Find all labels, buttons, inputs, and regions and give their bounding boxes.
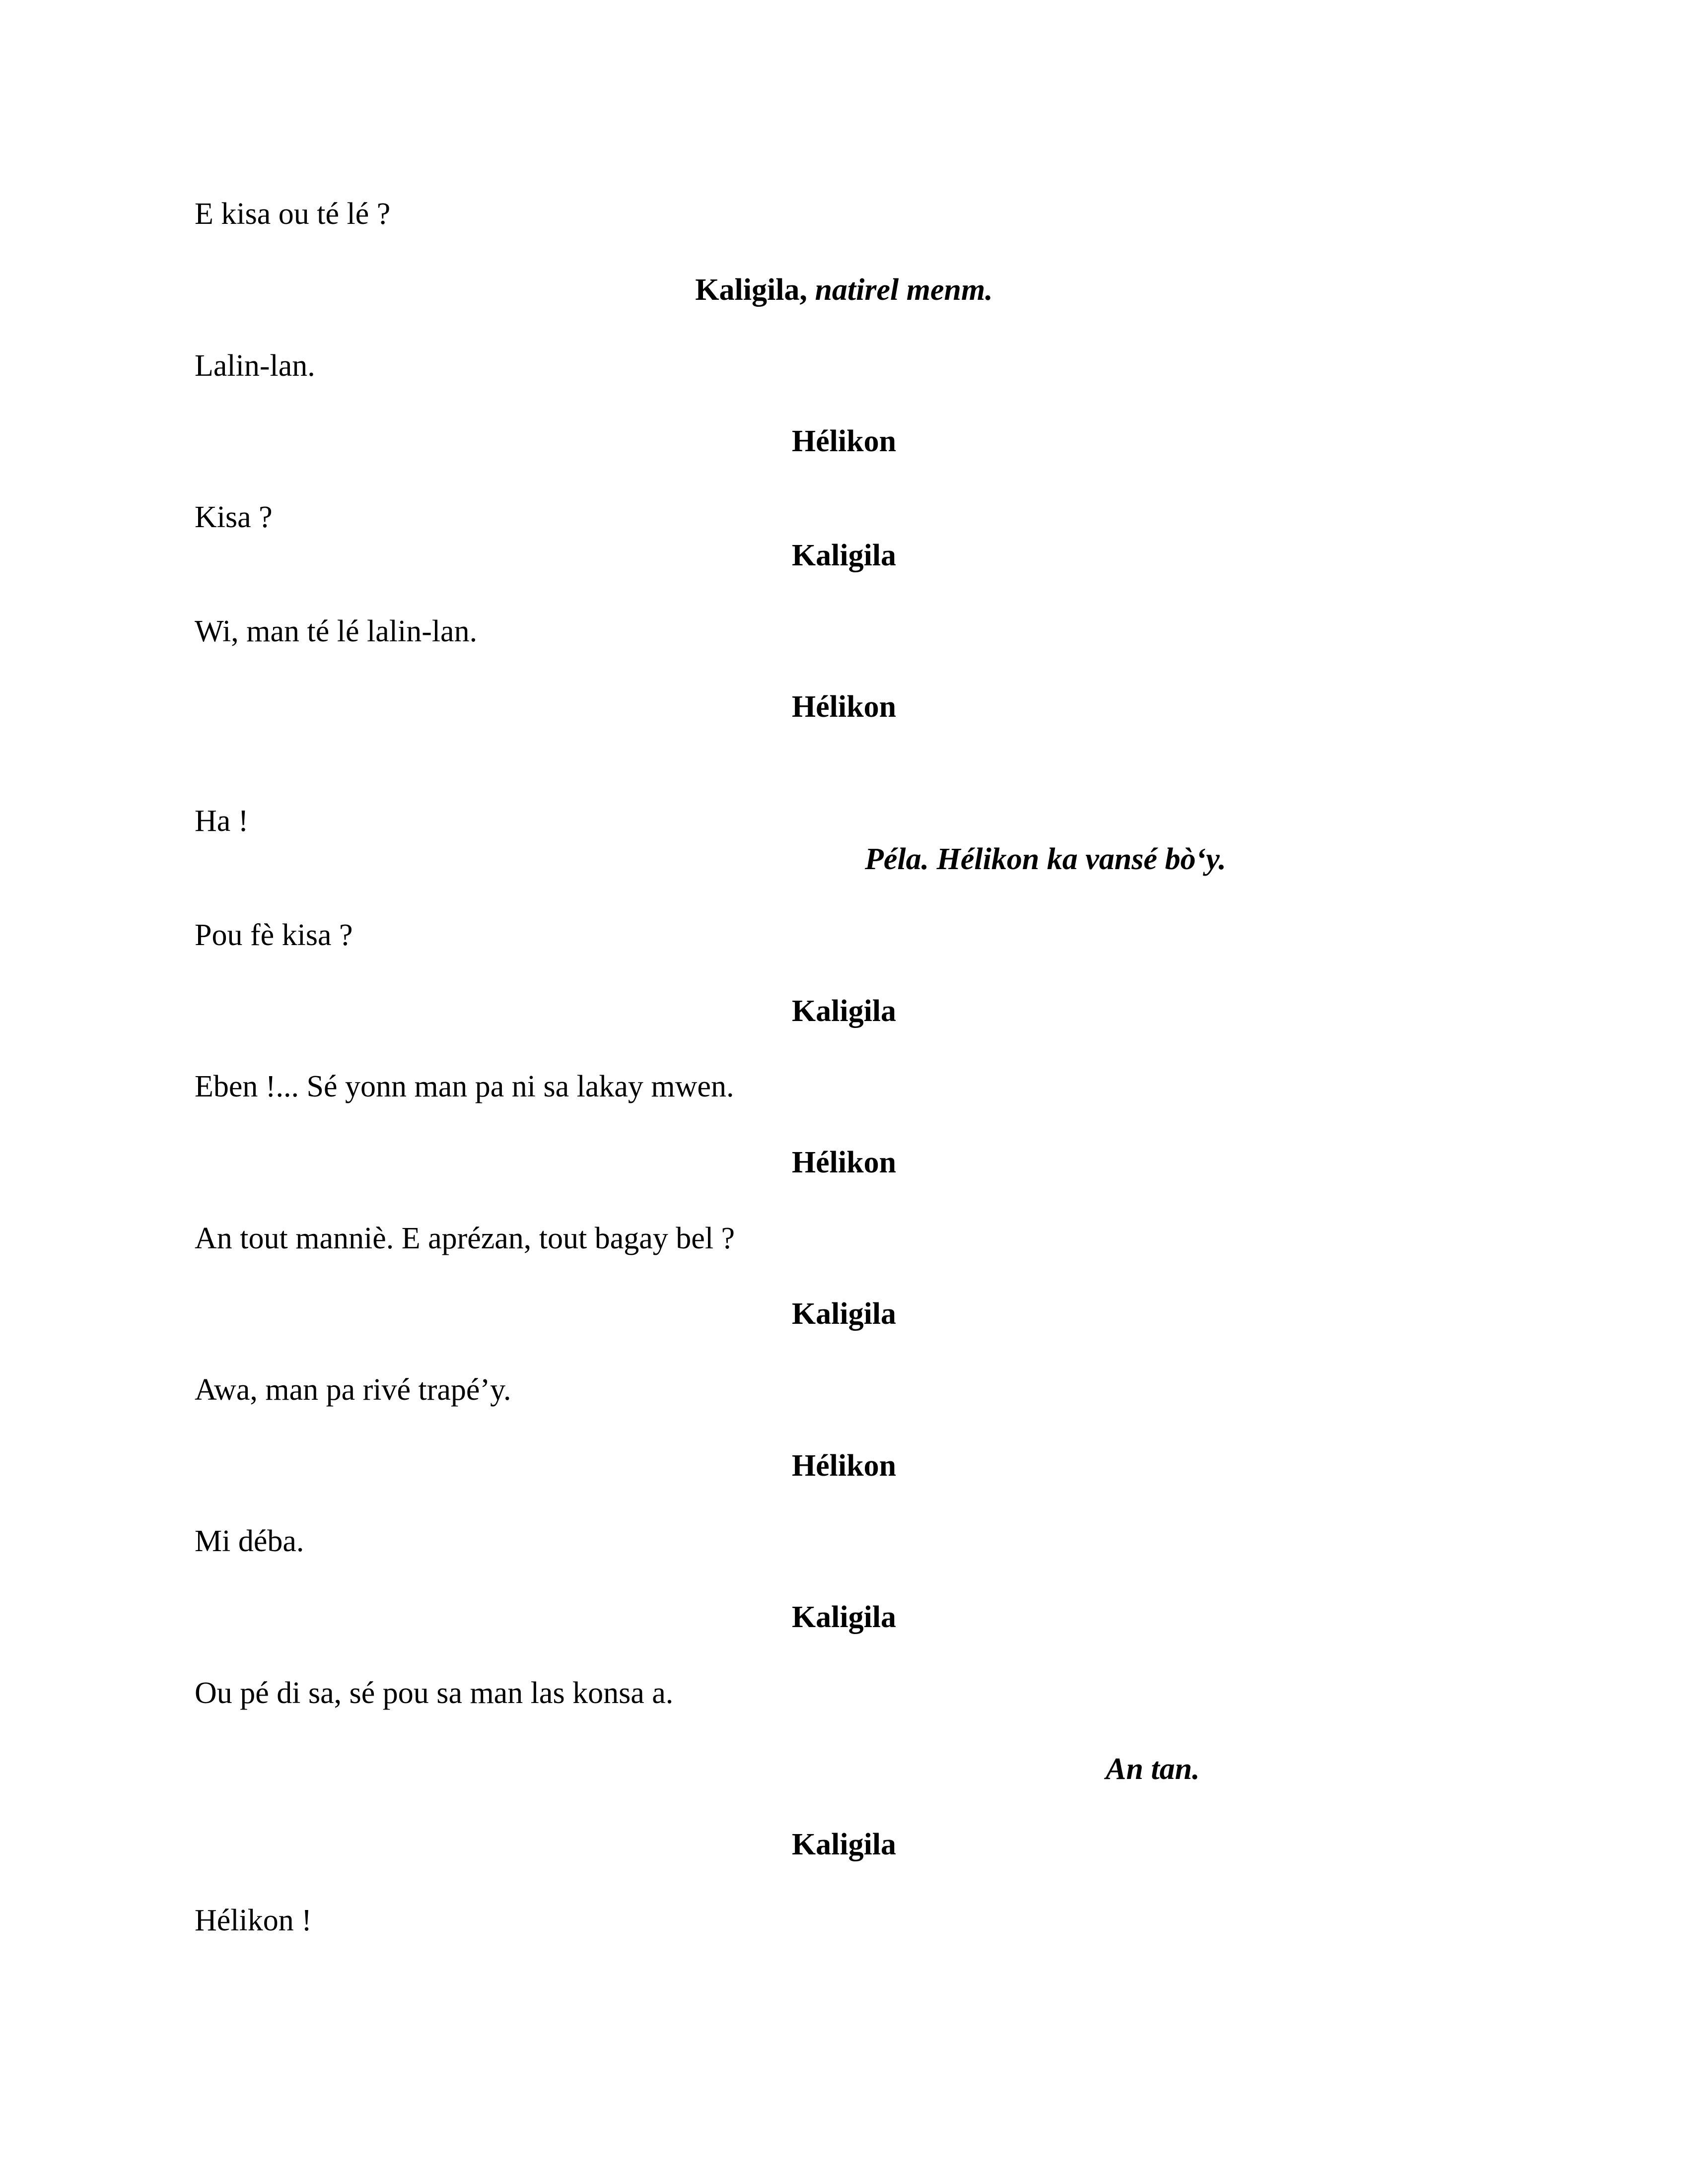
speaker-heading: Hélikon bbox=[791, 1146, 897, 1179]
dialogue-line: Eben !... Sé yonn man pa ni sa lakay mwen. bbox=[195, 1070, 734, 1103]
dialogue-line: Lalin-lan. bbox=[195, 349, 315, 383]
dialogue-line: Mi déba. bbox=[195, 1524, 304, 1558]
speaker-heading: Hélikon bbox=[791, 1449, 897, 1483]
speaker-heading: Hélikon bbox=[791, 690, 897, 724]
dialogue-line: Awa, man pa rivé trapé’y. bbox=[195, 1373, 511, 1407]
speaker-heading: Kaligila bbox=[791, 994, 897, 1028]
stage-direction: Péla. Hélikon ka vansé bò‘y. bbox=[865, 842, 1226, 876]
stage-direction: An tan. bbox=[1106, 1752, 1200, 1786]
dialogue-line: Pou fè kisa ? bbox=[195, 918, 353, 952]
speaker-heading: Kaligila bbox=[791, 539, 897, 572]
dialogue-line: E kisa ou té lé ? bbox=[195, 197, 391, 231]
speaker-heading: Kaligila bbox=[791, 1600, 897, 1634]
speaker-heading bbox=[0, 274, 1688, 305]
dialogue-line: Wi, man té lé lalin-lan. bbox=[195, 614, 478, 648]
speaker-heading: Kaligila bbox=[791, 1297, 897, 1331]
speaker-heading: Kaligila bbox=[791, 1828, 897, 1861]
speaker-heading: Hélikon bbox=[791, 424, 897, 458]
speaker-name: Kaligila, bbox=[695, 273, 807, 307]
dialogue-line: Ha ! bbox=[195, 804, 249, 838]
stage-direction-inline: natirel menm. bbox=[815, 273, 993, 307]
dialogue-line: Ou pé di sa, sé pou sa man las konsa a. bbox=[195, 1676, 674, 1710]
dialogue-line: Hélikon ! bbox=[195, 1904, 312, 1937]
dialogue-line: An tout manniè. E aprézan, tout bagay bel ? bbox=[195, 1222, 735, 1255]
dialogue-line: Kisa ? bbox=[195, 500, 273, 534]
